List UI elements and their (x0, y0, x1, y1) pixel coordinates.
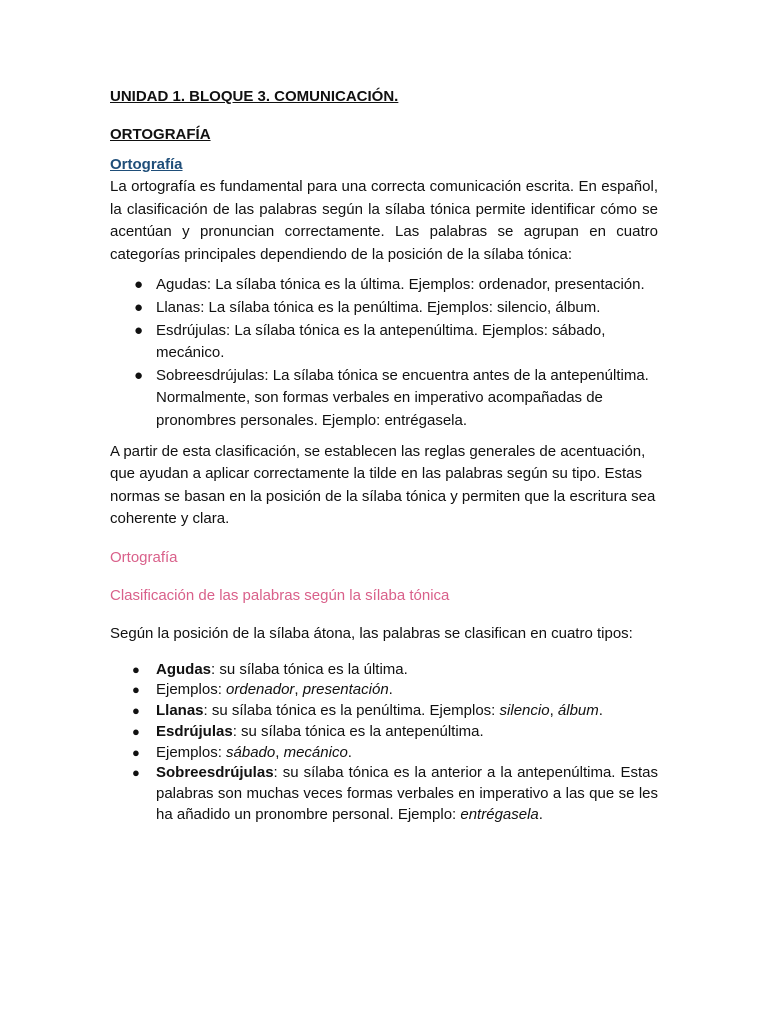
section-title: ORTOGRAFÍA (110, 126, 211, 143)
types-list (110, 660, 658, 826)
list-item: ● Agudas: La sílaba tónica es la última. Ejemplos: ordenador, presentación. (156, 274, 658, 297)
list-item: ● Sobreesdrújulas: su sílaba tónica es la anterior a la antepenúltima. Estas palabras son muchas veces formas verbales en imperativo a las que se les ha añadido un pronombre personal. Ejemplo: entrégasela. (132, 764, 658, 824)
bullet-icon: ● (132, 661, 140, 677)
classification-list (110, 274, 658, 432)
bullet-icon: ● (132, 703, 140, 719)
list-item: ● Sobreesdrújulas: La sílaba tónica se encuentra antes de la antepenúltima. Normalmente, son formas verbales en imperativo acompañadas de pronombres personales. Ejemplo: entrégasela. (134, 366, 649, 429)
bullet-icon: ● (134, 276, 144, 294)
bullet-icon: ● (132, 682, 140, 698)
bullet-icon: ● (132, 723, 140, 739)
bullet-icon: ● (134, 298, 144, 316)
types-paragraph: Según la posición de la sílaba átona, las palabras se clasifican en cuatro tipos: (110, 624, 633, 642)
list-item: ● Ejemplos: sábado, mecánico. (156, 743, 658, 764)
unit-title: UNIDAD 1. BLOQUE 3. COMUNICACIÓN. (110, 88, 399, 105)
list-item: ● Agudas: su sílaba tónica es la última. (156, 660, 658, 681)
bullet-icon: ● (132, 744, 140, 760)
bullet-icon: ● (134, 321, 144, 339)
subheading: Ortografía (110, 156, 183, 173)
pink-heading-clasificacion: Clasificación de las palabras según la sílaba tónica (110, 586, 450, 604)
intro-paragraph: La ortografía es fundamental para una correcta comunicación escrita. En español, la clasificación de las palabras según la sílaba tónica permite identificar cómo se acentúan y pronuncian correctamente. Las palabras se agrupan en cuatro categorías principales dependiendo de la posición de la sílaba tónica: (110, 178, 658, 263)
list-item: ● Llanas: La sílaba tónica es la penúltima. Ejemplos: silencio, álbum. (156, 297, 658, 320)
pink-heading-ortografia: Ortografía (110, 548, 178, 566)
list-item: ● Ejemplos: ordenador, presentación. (156, 680, 658, 701)
rules-paragraph: A partir de esta clasificación, se establecen las reglas generales de acentuación, que ayudan a aplicar correctamente la tilde en las palabras según su tipo. Estas normas se basan en la posición de la sílaba tónica y permiten que la escritura sea coherente y clara. (110, 442, 656, 528)
list-item: ● Esdrújulas: La sílaba tónica es la antepenúltima. Ejemplos: sábado, mecánico. (134, 321, 606, 362)
list-item: ● Esdrújulas: su sílaba tónica es la antepenúltima. (156, 722, 658, 743)
bullet-icon: ● (134, 366, 144, 384)
bullet-icon: ● (132, 765, 140, 781)
list-item: ● Llanas: su sílaba tónica es la penúltima. Ejemplos: silencio, álbum. (156, 701, 658, 722)
